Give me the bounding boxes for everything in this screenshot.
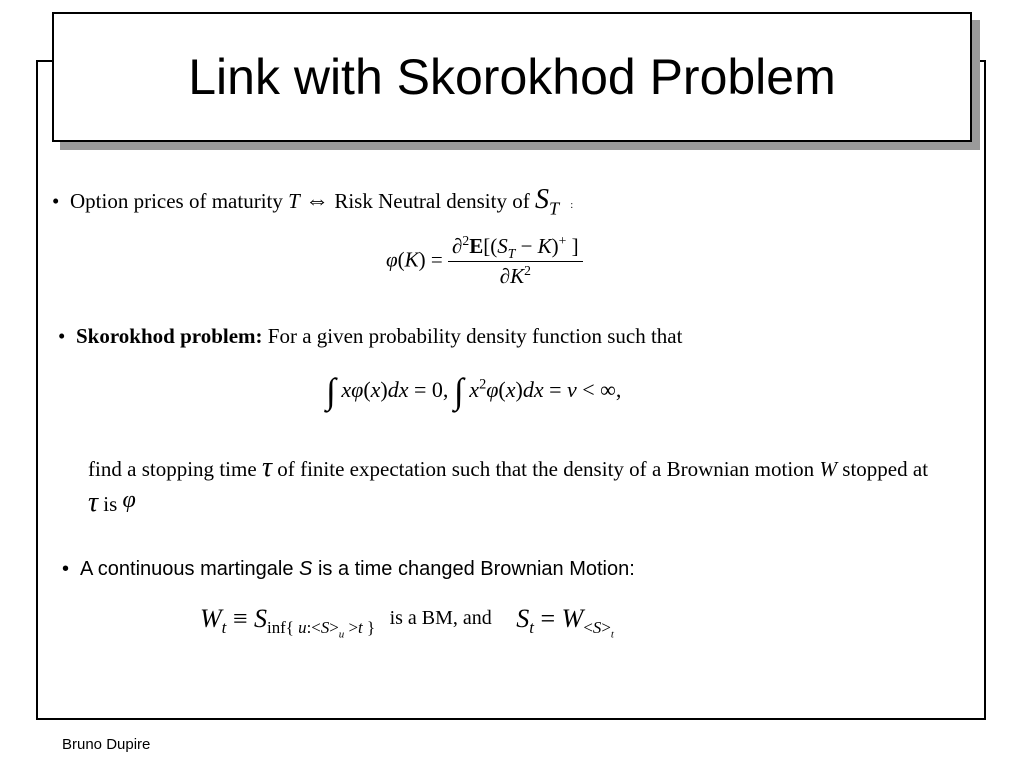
para-part3: stopped at <box>842 457 929 481</box>
bullet1-text2: Risk Neutral density of <box>334 189 530 213</box>
bullet1-text: Option prices of maturity <box>70 189 283 213</box>
var-S-martingale: S <box>299 558 313 580</box>
title-box <box>52 12 972 142</box>
tau-symbol: τ <box>261 452 272 483</box>
bullet-martingale <box>62 558 635 581</box>
formula3-part2: $S_t = W_{<S>_t}$ <box>516 604 614 641</box>
formula1-fraction <box>448 234 583 289</box>
bullet-option-prices <box>52 184 574 219</box>
para-part1: find a stopping time <box>88 457 257 481</box>
tau-symbol-2: τ <box>88 487 99 518</box>
sub-T: T <box>548 198 560 219</box>
bullet-skorokhod <box>58 324 682 349</box>
equiv-symbol: ⇔ <box>305 188 330 214</box>
var-S: S <box>534 184 549 215</box>
para-part4: is <box>103 492 118 516</box>
stopping-time-paragraph <box>88 452 928 520</box>
slide-title: Link with Skorokhod Problem <box>188 49 836 105</box>
bullet-dot: • <box>52 189 60 213</box>
formula3-part1: $W_t \equiv S_{inf\{ u:<S>_u >t \}}$ <box>200 604 376 641</box>
formula-time-change <box>200 604 614 641</box>
formula1-numerator: $\partial^2E[(S_T - K)^+$ ] <box>448 234 583 262</box>
formula-integrals: ∫ xφ(x)dx = 0, ∫ $x^2\varphi(x)dx = v$ < ∞, <box>326 371 622 411</box>
bullet3-text2: is a time changed Brownian Motion: <box>317 558 635 580</box>
phi-symbol: φ <box>122 487 136 513</box>
bullet3-text: A continuous martingale <box>80 558 294 580</box>
bullet2-bold-label: Skorokhod problem: <box>76 324 263 348</box>
formula1-denominator: $\partial K^2$ <box>499 263 531 288</box>
bullet-dot: • <box>58 324 66 348</box>
footer-author: Bruno Dupire <box>62 736 151 753</box>
colon: : <box>570 200 574 211</box>
var-W: W <box>819 457 837 481</box>
bullet2-text: For a given probability density function such that <box>267 324 683 348</box>
formula1-lhs: φ(K) = <box>386 247 443 272</box>
formula3-middle: is a BM, and <box>389 607 492 629</box>
para-part2: of finite expectation such that the density of a Brownian motion <box>277 457 815 481</box>
bullet-dot: • <box>62 558 70 580</box>
formula-density <box>386 234 583 289</box>
var-T: T <box>288 189 300 213</box>
